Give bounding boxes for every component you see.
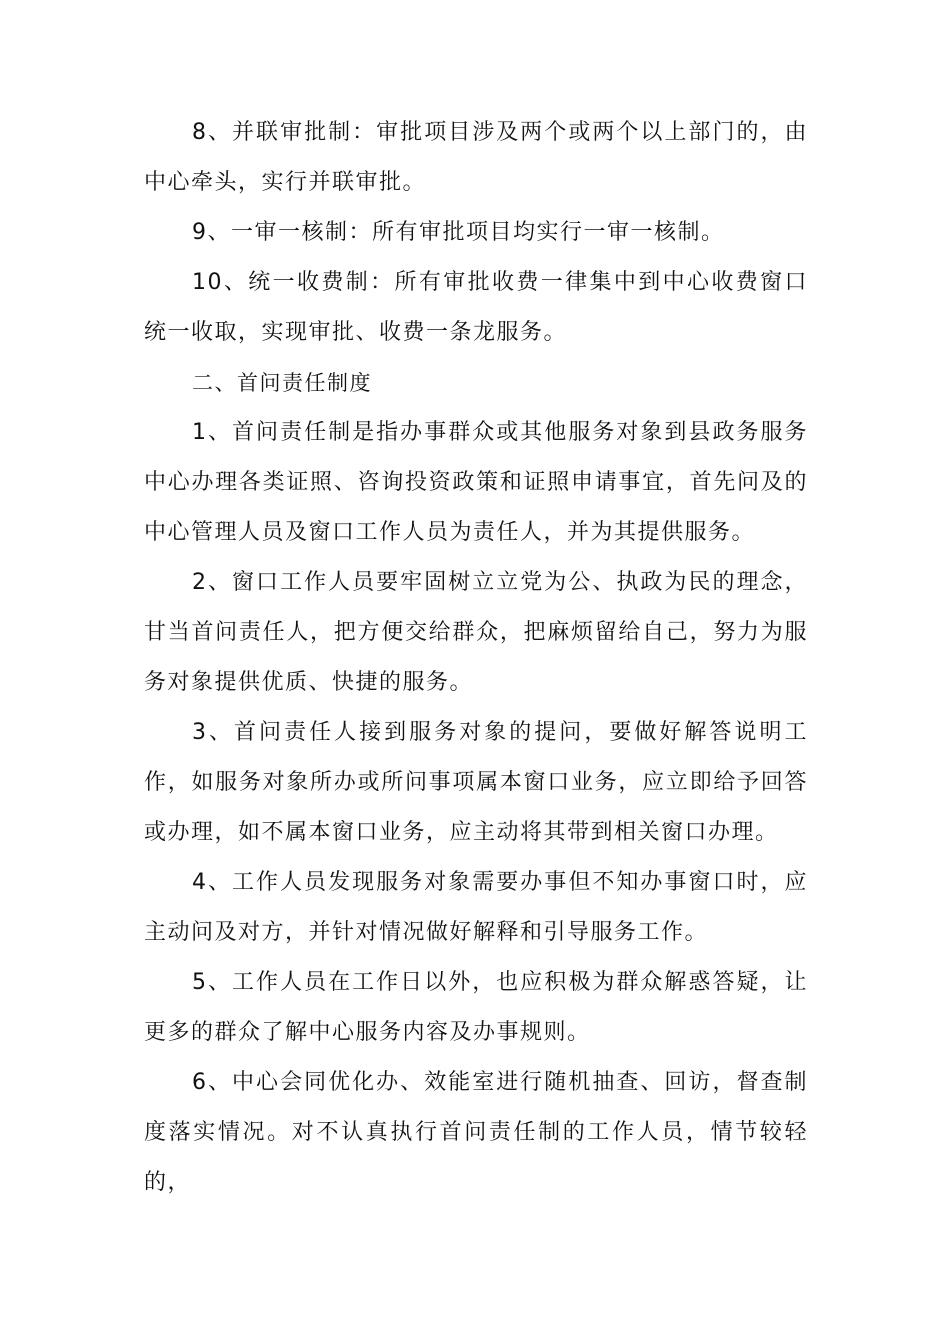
paragraph-first-inquiry-1: 1、首问责任制是指办事群众或其他服务对象到县政务服务中心办理各类证照、咨询投资政策和证照申请事宜，首先问及的中心管理人员及窗口工作人员为责任人，并为其提供服务。 [144, 420, 808, 545]
paragraph-first-inquiry-2: 2、窗口工作人员要牢固树立立党为公、执政为民的理念，甘当首问责任人，把方便交给群众，把麻烦留给自己，努力为服务对象提供优质、快捷的服务。 [144, 570, 808, 695]
paragraph-first-inquiry-3: 3、首问责任人接到服务对象的提问，要做好解答说明工作，如服务对象所办或所问事项属本窗口业务，应立即给予回答或办理，如不属本窗口业务，应主动将其带到相关窗口办理。 [144, 720, 808, 845]
section-heading: 二、首问责任制度 [192, 371, 372, 395]
paragraph-first-inquiry-5: 5、工作人员在工作日以外，也应积极为群众解惑答疑，让更多的群众了解中心服务内容及办事规则。 [144, 970, 808, 1045]
paragraph-first-inquiry-6: 6、中心会同优化办、效能室进行随机抽查、回访，督查制度落实情况。对不认真执行首问责任制的工作人员，情节较轻的， [144, 1070, 808, 1195]
paragraph-item-10: 10、统一收费制：所有审批收费一律集中到中心收费窗口统一收取，实现审批、收费一条龙服务。 [144, 270, 808, 345]
document-body [144, 108, 808, 1208]
paragraph-item-8: 8、并联审批制：审批项目涉及两个或两个以上部门的，由中心牵头，实行并联审批。 [144, 120, 808, 195]
paragraph-first-inquiry-4: 4、工作人员发现服务对象需要办事但不知办事窗口时，应主动问及对方，并针对情况做好解释和引导服务工作。 [144, 870, 808, 945]
paragraph-item-9: 9、一审一核制：所有审批项目均实行一审一核制。 [192, 220, 725, 245]
